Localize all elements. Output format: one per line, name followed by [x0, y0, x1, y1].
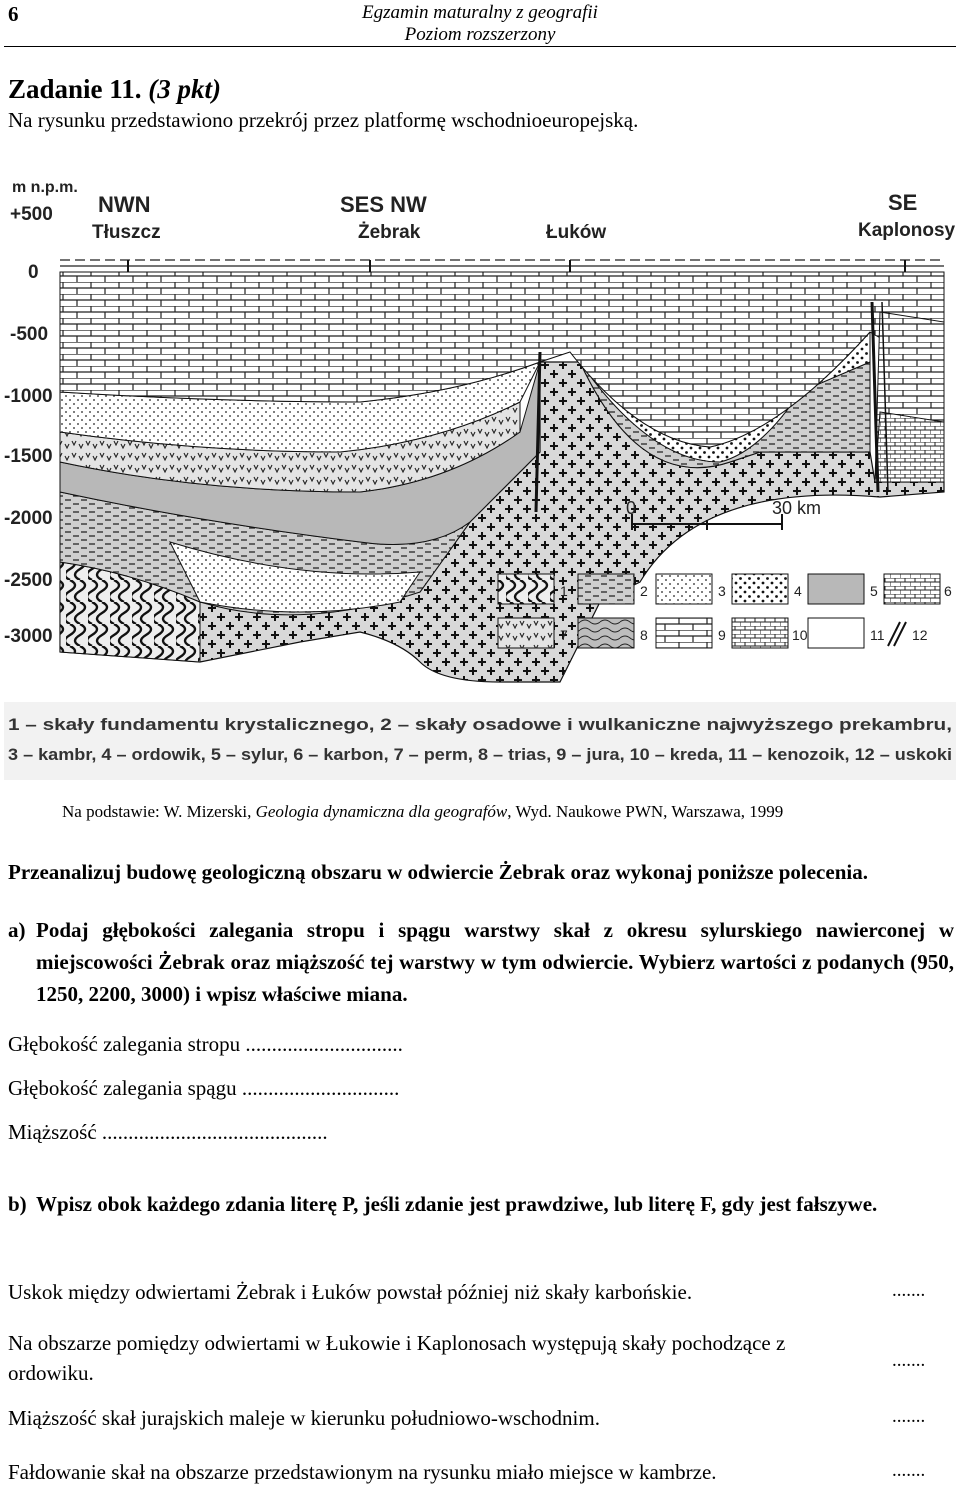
statement-3: Miąższość skał jurajskich maleje w kierunku południowo-wschodnim. [8, 1406, 600, 1430]
scale-end: 30 km [772, 498, 822, 518]
answer-blank-3[interactable]: ....... [892, 1406, 926, 1427]
answer-line-top-depth[interactable]: Głębokość zalegania stropu .............................. [8, 1032, 403, 1056]
legend-number: 6 [944, 583, 952, 599]
answer-blank-4[interactable]: ....... [892, 1460, 926, 1481]
legend-number: 7 [560, 627, 568, 643]
y-tick: -2500 [4, 570, 53, 591]
location-name: Tłuszcz [92, 222, 161, 243]
source-title: Geologia dynamiczna dla geografów [255, 802, 508, 821]
geological-cross-section [0, 162, 960, 782]
y-tick: -3000 [4, 626, 53, 647]
legend-caption-2: 3 – kambr, 4 – ordowik, 5 – sylur, 6 – karbon, 7 – perm, 8 – trias, 9 – jura, 10 – kreda, 11 – kenozoik, 12 – uskoki [8, 745, 952, 764]
legend-number: 8 [640, 627, 648, 643]
exam-header [0, 2, 960, 46]
header-divider [4, 46, 956, 47]
location-direction: SE [888, 190, 918, 215]
y-tick: -1000 [4, 386, 53, 407]
scale-start: 0 [626, 498, 637, 518]
part-b-label: b) [8, 1192, 27, 1216]
location-direction: SES NW [340, 192, 427, 217]
location-name: Kaplonosy [858, 220, 956, 241]
axis-unit-label: m n.p.m. [12, 179, 78, 196]
legend-number: 9 [718, 627, 726, 643]
source-suffix: , Wyd. Naukowe PWN, Warszawa, 1999 [507, 802, 784, 821]
legend-number: 11 [870, 627, 885, 643]
figure-source [62, 802, 783, 822]
y-tick: -1500 [4, 446, 53, 467]
legend-number: 12 [912, 627, 928, 643]
legend-number: 2 [640, 583, 648, 599]
y-tick: +500 [10, 204, 53, 225]
answer-blank-2[interactable]: ....... [892, 1350, 926, 1371]
legend-number: 10 [792, 627, 808, 643]
part-a-label: a) [8, 918, 26, 942]
task-title [8, 74, 221, 105]
task-points: (3 pkt) [148, 74, 222, 104]
task-intro: Na rysunku przedstawiono przekrój przez platformę wschodnioeuropejską. [8, 108, 639, 132]
answer-line-bottom-depth[interactable]: Głębokość zalegania spągu .............................. [8, 1076, 400, 1100]
legend-number: 3 [718, 583, 726, 599]
y-tick: 0 [28, 262, 39, 283]
statement-2: Na obszarze pomiędzy odwiertami w Łukowie i Kaplonosach występują skały pochodzące z ordowiku. [8, 1331, 786, 1385]
answer-line-thickness[interactable]: Miąższość ........................................... [8, 1120, 328, 1144]
y-tick: -2000 [4, 508, 53, 529]
answer-blank-1[interactable]: ....... [892, 1280, 926, 1301]
legend-number: 1 [560, 583, 568, 599]
legend-caption-1: 1 – skały fundamentu krystalicznego, 2 – skały osadowe i wulkaniczne najwyższego prekambru, [8, 715, 952, 734]
statement-1: Uskok między odwiertami Żebrak i Łuków powstał później niż skały karbońskie. [8, 1280, 693, 1304]
legend-number: 5 [870, 583, 878, 599]
part-b-text: Wpisz obok każdego zdania literę P, jeśli zdanie jest prawdziwe, lub literę F, gdy jest fałszywe. [36, 1192, 878, 1216]
exam-title: Egzamin maturalny z geografii [362, 2, 598, 23]
instruction: Przeanalizuj budowę geologiczną obszaru w odwiercie Żebrak oraz wykonaj poniższe polecenia. [8, 860, 868, 884]
y-tick: -500 [10, 324, 49, 345]
statement-4: Fałdowanie skał na obszarze przedstawionym na rysunku miało miejsce w kambrze. [8, 1460, 717, 1484]
legend-number: 4 [794, 583, 802, 599]
exam-level: Poziom rozszerzony [404, 24, 556, 45]
source-prefix: Na podstawie: W. Mizerski, [62, 802, 256, 821]
task-number: Zadanie 11. [8, 74, 142, 104]
location-name: Łuków [546, 222, 607, 243]
location-name: Żebrak [358, 222, 421, 243]
location-direction: NWN [98, 192, 151, 217]
page-number: 6 [8, 2, 19, 26]
part-a-text: Podaj głębokości zalegania stropu i spągu warstwy skał z okresu sylurskiego nawierconej w miejscowości Żebrak oraz miąższość tej warstwy w tym odwiercie. Wybierz wartości z podanych (950, 1250, 2200, 3000) i wpisz właściwe miana. [36, 918, 954, 1006]
